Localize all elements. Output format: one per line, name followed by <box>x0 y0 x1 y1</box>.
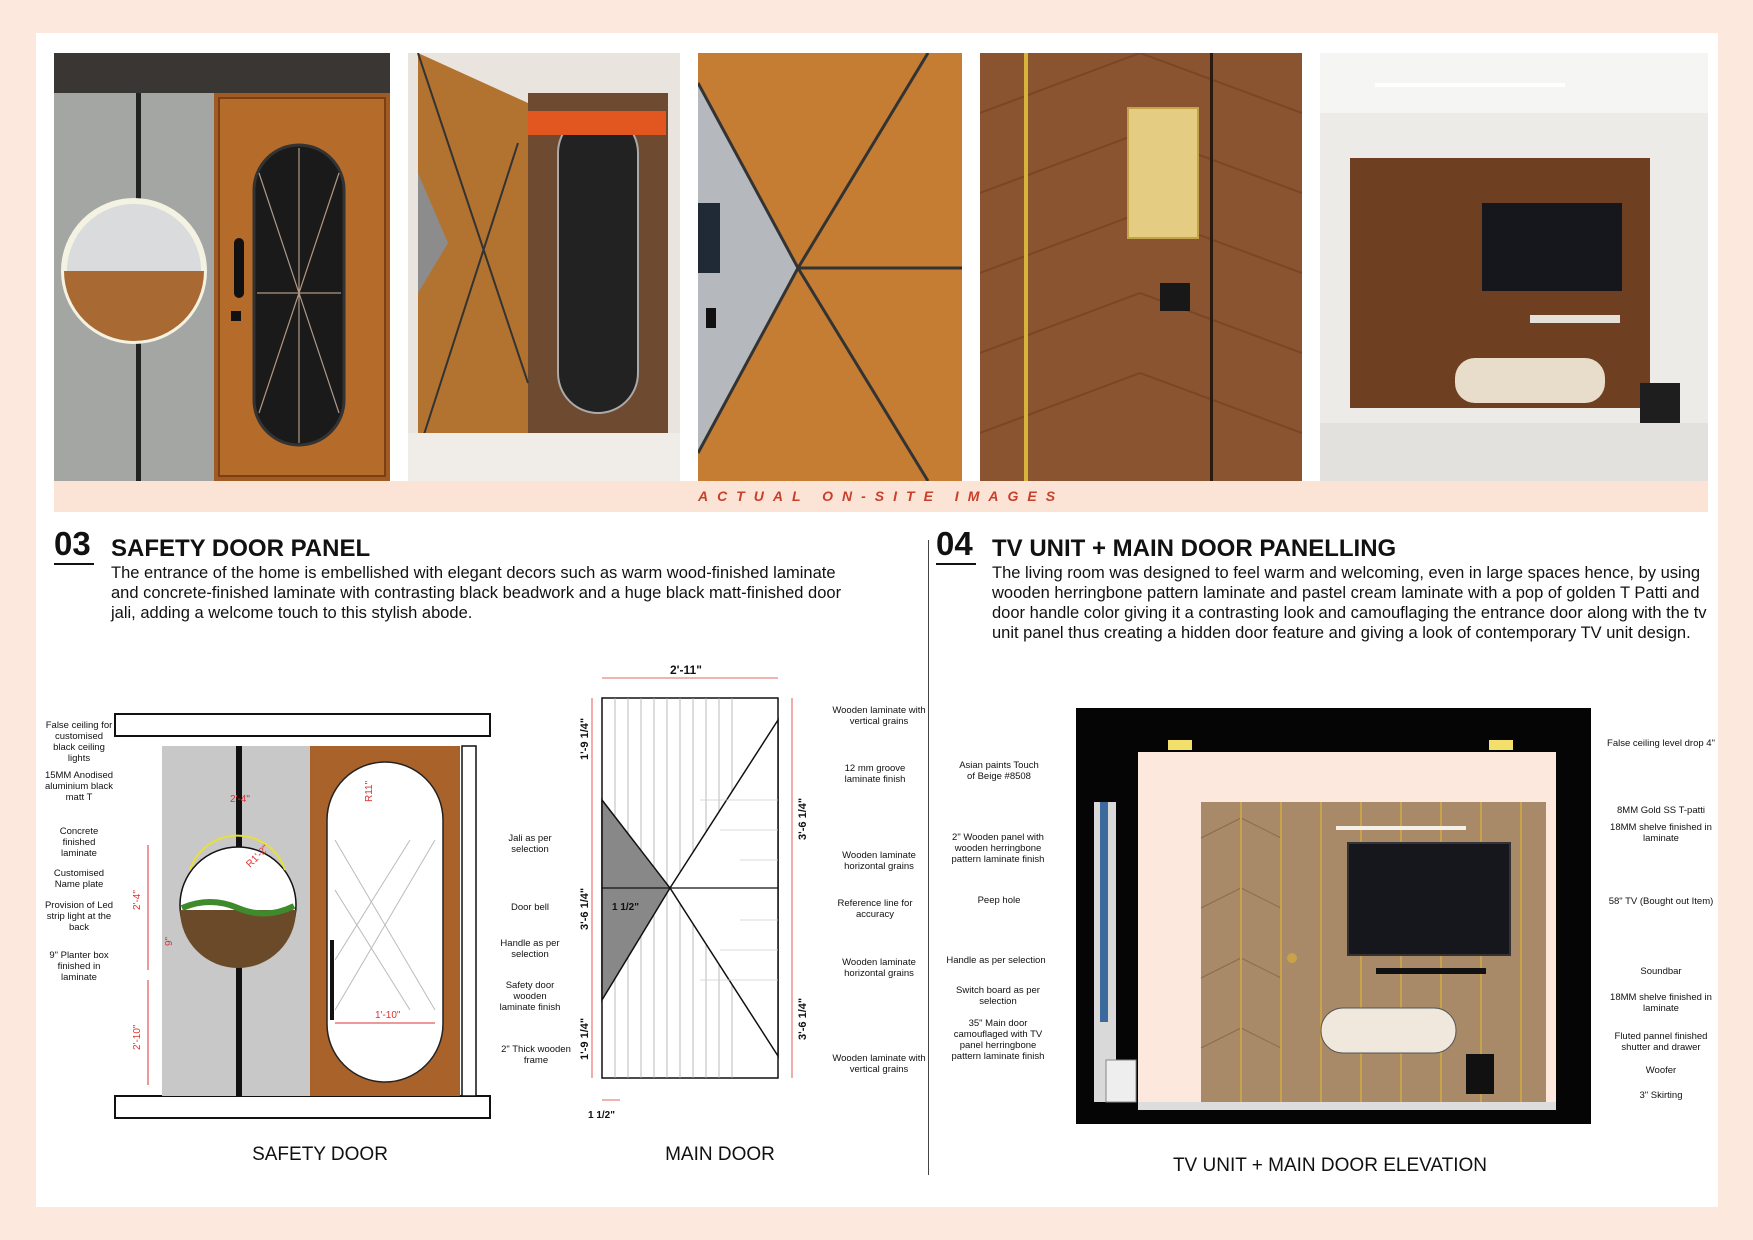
section-number-03: 03 <box>54 525 91 562</box>
photo-door-open <box>408 53 680 481</box>
dim-safety-7: 1'-10" <box>375 1010 401 1021</box>
label-58-tv: 58" TV (Bought out Item) <box>1608 896 1714 907</box>
photo-tv-unit <box>1320 53 1708 481</box>
label-aluminium-t: 15MM Anodised aluminium black matt T <box>44 770 114 803</box>
label-tv-handle: Handle as per selection <box>946 955 1046 966</box>
label-skirting: 3" Skirting <box>1639 1090 1683 1101</box>
label-false-ceiling-drop: False ceiling level drop 4" <box>1607 738 1715 749</box>
section-underline-03 <box>54 563 94 565</box>
dim-safety-5: 9" <box>164 936 175 946</box>
label-concrete-laminate: Concrete finished laminate <box>59 826 99 859</box>
label-asian-paints: Asian paints Touch of Beige #8508 <box>959 760 1039 782</box>
section-title-04: TV UNIT + MAIN DOOR PANELLING <box>992 535 1397 562</box>
caption-safety-door: SAFETY DOOR <box>252 1144 388 1165</box>
label-planter-box: 9" Planter box finished in laminate <box>49 950 109 983</box>
label-main-door-camouflaged: 35" Main door camouflaged with TV panel herringbone pattern laminate finish <box>951 1018 1045 1062</box>
photos-banner: ACTUAL ON-SITE IMAGES <box>54 481 1708 512</box>
dim-safety-3: R1'-2" <box>244 843 272 871</box>
dim-main-mid: 1 1/2" <box>612 902 639 913</box>
dim-main-l3: 1'-9 1/4" <box>579 1017 591 1060</box>
label-safety-laminate: Safety door wooden laminate finish <box>499 980 561 1013</box>
label-name-plate: Customised Name plate <box>53 868 105 890</box>
label-shelve-top: 18MM shelve finished in laminate <box>1610 822 1712 844</box>
section-body-04: The living room was designed to feel warm and welcoming, even in large spaces hence, by using wooden herringbone pattern laminate and pastel cream laminate with a pop of golden T Patti and door handle color giving it a contrasting look and camouflaging the entrance door along with the tv unit panel thus creating a hidden door feature and giving a look of contemporary TV unit design. <box>992 564 1707 642</box>
label-horizontal-grains-2: Wooden laminate horizontal grains <box>842 957 916 979</box>
label-jali: Jali as per selection <box>508 833 552 855</box>
caption-tv-elevation: TV UNIT + MAIN DOOR ELEVATION <box>1172 1155 1488 1176</box>
dim-safety-6: 2'-10" <box>132 1024 143 1050</box>
photo-door-herringbone <box>698 53 962 481</box>
dim-safety-2: R11" <box>364 780 375 802</box>
label-handle: Handle as per selection <box>500 938 560 960</box>
tv-elevation-drawing <box>1076 708 1591 1124</box>
dim-main-l1: 1'-9 1/4" <box>579 717 591 760</box>
label-soundbar: Soundbar <box>1640 966 1682 977</box>
label-false-ceiling: False ceiling for customised black ceiling lights <box>45 720 113 764</box>
label-main-vertical-top: Wooden laminate with vertical grains <box>832 705 926 727</box>
label-main-vertical-bottom: Wooden laminate with vertical grains <box>832 1053 926 1075</box>
label-fluted-panel: Fluted pannel finished shutter and drawer <box>1614 1031 1708 1053</box>
section-title-03: SAFETY DOOR PANEL <box>111 535 371 562</box>
section-underline-04 <box>936 563 976 565</box>
section-body-03: The entrance of the home is embellished with elegant decors such as warm wood-finished laminate and concrete-finished laminate with contrasting black beadwork and a huge black matt-finished door jali, adding a welcome touch to this stylish abode. <box>111 564 842 622</box>
safety-door-drawing <box>110 710 500 1125</box>
dim-main-r2: 3'-6 1/4" <box>797 997 809 1040</box>
photo-safety-door <box>54 53 390 481</box>
dim-main-r1: 3'-6 1/4" <box>797 797 809 840</box>
label-switch-board: Switch board as per selection <box>956 985 1040 1007</box>
label-peep-hole: Peep hole <box>977 895 1021 906</box>
main-door-drawing <box>570 660 840 1130</box>
dim-safety-4: 2'-4" <box>132 890 143 910</box>
label-groove-laminate: 12 mm groove laminate finish <box>844 763 906 785</box>
photo-gold-door-panel <box>980 53 1302 481</box>
label-wooden-frame: 2" Thick wooden frame <box>501 1044 571 1066</box>
label-door-bell: Door bell <box>510 902 550 913</box>
label-reference-line: Reference line for accuracy <box>837 898 913 920</box>
label-gold-t-patti: 8MM Gold SS T-patti <box>1617 805 1705 816</box>
label-led-strip: Provision of Led strip light at the back <box>44 900 114 933</box>
label-woofer: Woofer <box>1645 1065 1677 1076</box>
label-horizontal-grains-1: Wooden laminate horizontal grains <box>842 850 916 872</box>
dim-safety-1: 2'-4" <box>230 794 250 805</box>
label-wooden-panel: 2" Wooden panel with wooden herringbone pattern laminate finish <box>951 832 1045 865</box>
section-number-04: 04 <box>936 525 973 562</box>
caption-main-door: MAIN DOOR <box>665 1144 775 1165</box>
column-divider <box>928 540 929 1175</box>
label-shelve-bottom: 18MM shelve finished in laminate <box>1610 992 1712 1014</box>
dim-main-top: 2'-11" <box>670 663 702 677</box>
dim-main-l2: 3'-6 1/4" <box>579 887 591 930</box>
dim-main-bottom: 1 1/2" <box>588 1110 615 1121</box>
